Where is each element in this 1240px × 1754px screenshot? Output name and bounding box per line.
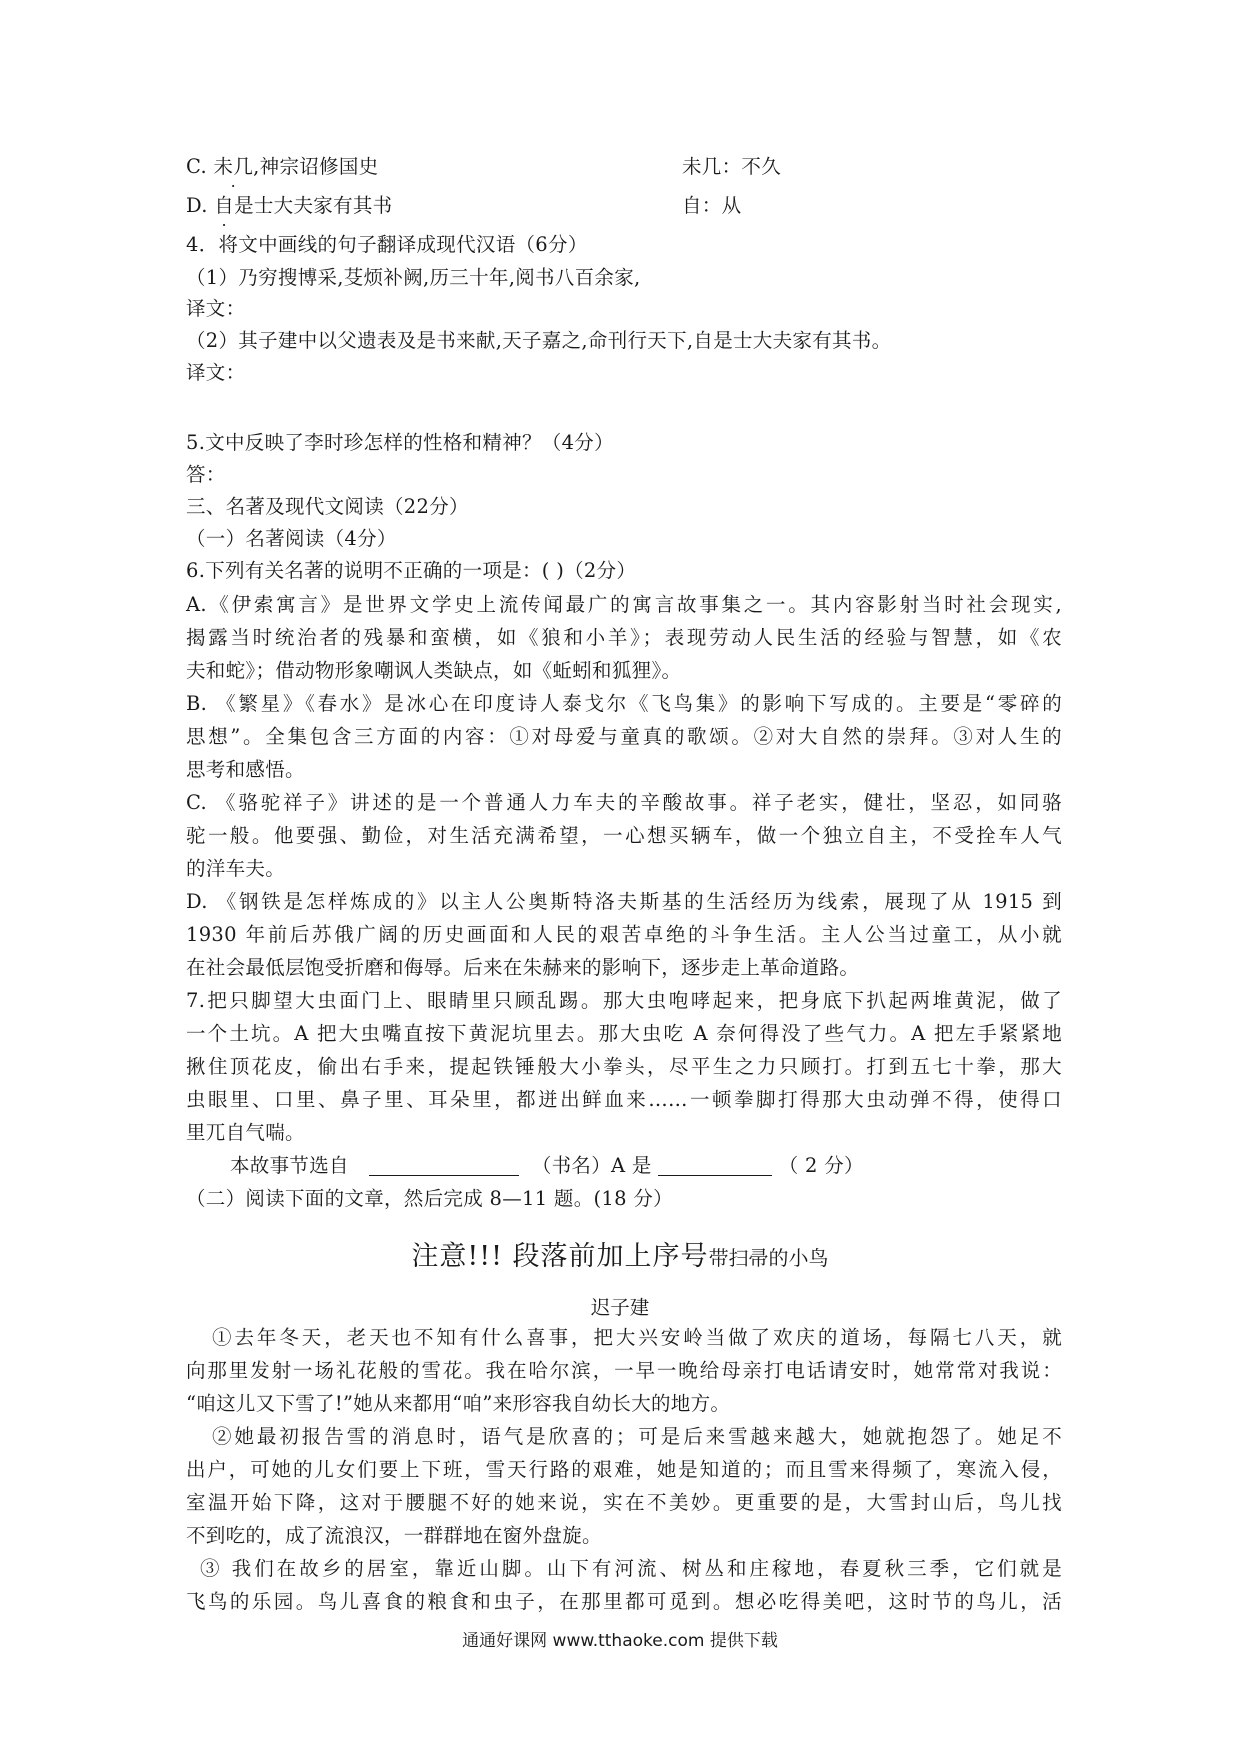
section-3-sub-1: （一）名著阅读（4分） bbox=[186, 527, 397, 550]
q6-option-c-line: 驼一般。他要强、勤俭，对生活充满希望，一心想买辆车，做一个独立自主，不受拴车人气 bbox=[186, 824, 1062, 847]
q6-title: 6.下列有关名著的说明不正确的一项是：( )（2分） bbox=[186, 559, 637, 582]
article-paragraph-line: ③ 我们在故乡的居室，靠近山脚。山下有河流、树丛和庄稼地，春夏秋三季，它们就是 bbox=[200, 1557, 1062, 1580]
option-c bbox=[186, 154, 782, 180]
option-c-label: C. bbox=[186, 155, 208, 178]
q6-option-c-line: C. 《骆驼祥子》讲述的是一个普通人力车夫的辛酸故事。祥子老实，健壮，坚忍，如同骆 bbox=[186, 791, 1062, 814]
q6-option-b-line: 思想”。全集包含三方面的内容：①对母爱与童真的歌颂。②对大自然的崇拜。③对人生的 bbox=[186, 725, 1062, 748]
q5-answer: 答： bbox=[186, 463, 226, 486]
q4-sentence-2: （2）其子建中以父遗表及是书来献,天子嘉之,命刊行天下,自是士大夫家有其书。 bbox=[186, 329, 892, 352]
q4-answer-2: 译文： bbox=[186, 361, 246, 384]
q6-option-a-line: 揭露当时统治者的残暴和蛮横，如《狼和小羊》；表现劳动人民生活的经验与智慧，如《农 bbox=[186, 626, 1062, 649]
q6-option-d-line: D. 《钢铁是怎样炼成的》以主人公奥斯特洛夫斯基的生活经历为线索，展现了从 1915 到 bbox=[186, 890, 1062, 913]
q6-option-b-line: B. 《繁星》《春水》是冰心在印度诗人泰戈尔《飞鸟集》的影响下写成的。主要是“零碎的 bbox=[186, 692, 1062, 715]
q4-sentence-1: （1）乃穷搜博采,芟烦补阙,历三十年,阅书八百余家, bbox=[186, 266, 641, 289]
article-paragraph-line: 向那里发射一场礼花般的雪花。我在哈尔滨，一早一晚给母亲打电话请安时，她常常对我说： bbox=[186, 1359, 1062, 1382]
q7-line: 揪住顶花皮，偷出右手来，提起铁锤般大小拳头，尽平生之力只顾打。打到五七十拳，那大 bbox=[186, 1055, 1062, 1078]
article-paragraph-line: 出户，可她的儿女们要上下班，雪天行路的艰难，她是知道的；而且雪来得频了，寒流入侵， bbox=[186, 1458, 1062, 1481]
article-notice: 注意!!! 段落前加上序号 bbox=[411, 1241, 709, 1272]
option-c-word: 未几 bbox=[213, 155, 254, 178]
option-d-text: 是士大夫家有其书 bbox=[234, 194, 393, 217]
option-d-label: D. bbox=[186, 194, 208, 217]
book-title-blank[interactable] bbox=[369, 1153, 519, 1176]
article-title: 带扫帚的小鸟 bbox=[708, 1246, 829, 1270]
option-d bbox=[186, 193, 742, 219]
q6-option-b-line: 思考和感悟。 bbox=[186, 758, 305, 781]
q4-title: 4．将文中画线的句子翻译成现代汉语（6分） bbox=[186, 233, 588, 256]
q6-option-c-line: 的洋车夫。 bbox=[186, 857, 286, 880]
article-paragraph-line: 室温开始下降，这对于腰腿不好的她来说，实在不美妙。更重要的是，大雪封山后，鸟儿找 bbox=[186, 1491, 1062, 1514]
character-blank[interactable] bbox=[658, 1153, 772, 1176]
section-3-title: 三、名著及现代文阅读（22分） bbox=[186, 495, 469, 518]
q7-line: 里兀自气喘。 bbox=[186, 1121, 305, 1144]
option-c-text: ,神宗诏修国史 bbox=[253, 155, 379, 178]
q7-fill-mid: （书名）A 是 bbox=[531, 1154, 652, 1177]
q6-option-a-line: 夫和蛇》；借动物形象嘲讽人类缺点，如《蚯蚓和狐狸》。 bbox=[186, 659, 682, 682]
option-d-word: 自 bbox=[214, 194, 235, 217]
q4-answer-1: 译文： bbox=[186, 297, 246, 320]
section-3-sub-2: （二）阅读下面的文章，然后完成 8—11 题。(18 分） bbox=[186, 1187, 673, 1210]
option-c-gloss: 未几：不久 bbox=[682, 155, 782, 178]
article-paragraph-line: ②她最初报告雪的消息时，语气是欣喜的；可是后来雪越来越大，她就抱怨了。她足不 bbox=[212, 1425, 1062, 1448]
q7-line: 虫眼里、口里、鼻子里、耳朵里，都迸出鲜血来……一顿拳脚打得那大虫动弹不得，使得口 bbox=[186, 1088, 1062, 1111]
article-paragraph-line: “咱这儿又下雪了!”她从来都用“咱”来形容我自幼长大的地方。 bbox=[186, 1392, 731, 1415]
q5-title: 5.文中反映了李时珍怎样的性格和精神？（4分） bbox=[186, 431, 614, 454]
option-d-gloss: 自：从 bbox=[682, 194, 742, 217]
q6-option-a-line: A.《伊索寓言》是世界文学史上流传闻最广的寓言故事集之一。其内容影射当时社会现实, bbox=[186, 593, 1062, 616]
q6-option-d-line: 在社会最低层饱受折磨和侮辱。后来在朱赫来的影响下，逐步走上革命道路。 bbox=[186, 956, 860, 979]
article-paragraph-line: 不到吃的，成了流浪汉，一群群地在窗外盘旋。 bbox=[186, 1524, 602, 1547]
article-paragraph-line: 飞鸟的乐园。鸟儿喜食的粮食和虫子，在那里都可觅到。想必吃得美吧，这时节的鸟儿，活 bbox=[186, 1590, 1062, 1613]
article-heading bbox=[0, 1234, 1240, 1273]
page-footer: 通通好课网 www.tthaoke.com 提供下载 bbox=[462, 1631, 778, 1651]
q6-option-d-line: 1930 年前后苏俄广阔的历史画面和人民的艰苦卓绝的斗争生活。主人公当过童工，从小就 bbox=[186, 923, 1062, 946]
article-paragraph-line: ①去年冬天，老天也不知有什么喜事，把大兴安岭当做了欢庆的道场，每隔七八天，就 bbox=[212, 1326, 1062, 1349]
q7-line: 一个土坑。A 把大虫嘴直按下黄泥坑里去。那大虫吃 A 奈何得没了些气力。A 把左手紧紧地 bbox=[186, 1022, 1062, 1045]
q7-fill-suffix: （ 2 分） bbox=[778, 1154, 864, 1177]
q7-fill-blank bbox=[230, 1153, 864, 1179]
article-author: 迟子建 bbox=[590, 1296, 650, 1319]
q7-fill-prefix: 本故事节选自 bbox=[230, 1154, 349, 1177]
q7-line: 7.把只脚望大虫面门上、眼睛里只顾乱踢。那大虫咆哮起来，把身底下扒起两堆黄泥，做了 bbox=[186, 989, 1062, 1012]
